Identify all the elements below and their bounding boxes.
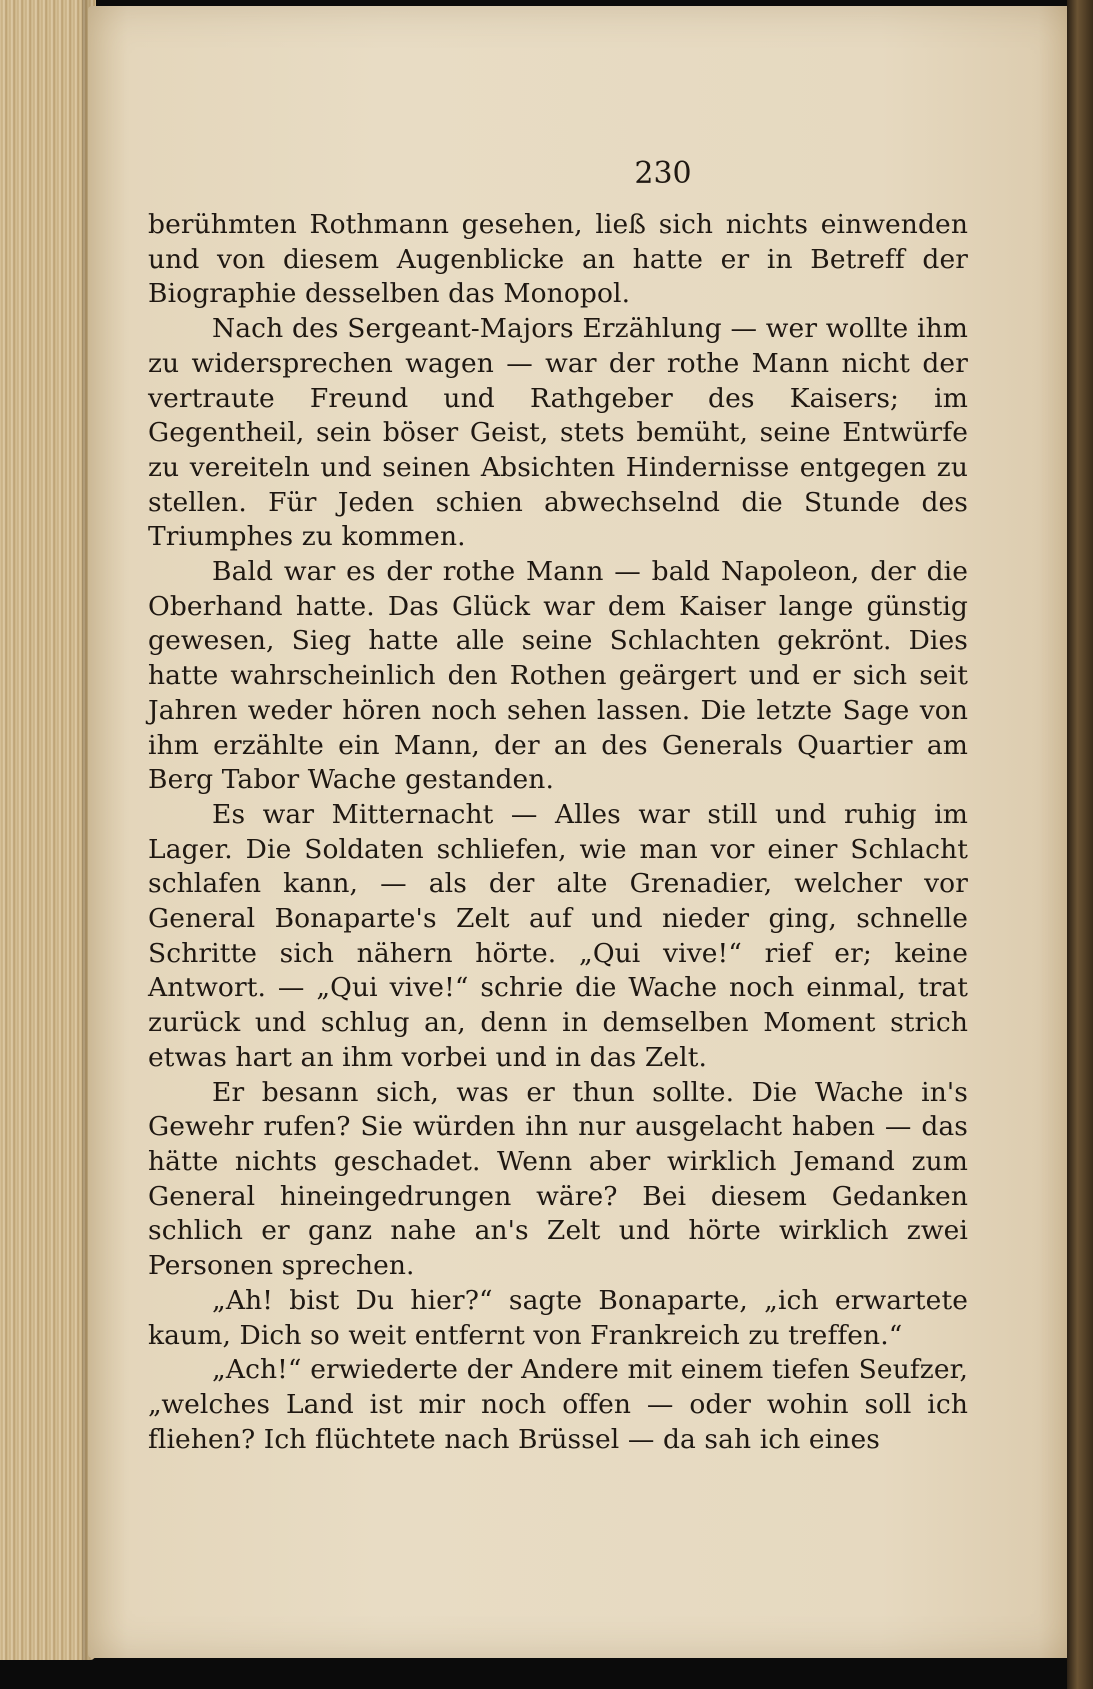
- paragraph: Nach des Sergeant-Majors Erzählung — wer wollte ihm zu widersprechen wagen — war der rothe Mann nicht der vertraute Freund und Rathgeber des Kaisers; im Gegentheil, sein böser Geist, stets bemüht, seine Entwürfe zu vereiteln und seinen Absichten Hindernisse entgegen zu stellen. Für Jeden schien abwechselnd die Stunde des Triumphes zu kommen.: [148, 313, 968, 553]
- book-page-edges: [0, 0, 96, 1660]
- paragraph: Bald war es der rothe Mann — bald Napoleon, der die Oberhand hatte. Das Glück war dem Kaiser lange günstig gewesen, Sieg hatte alle seine Schlachten gekrönt. Dies hatte wahrscheinlich den Rothen geärgert und er sich seit Jahren weder hören noch sehen lassen. Die letzte Sage von ihm erzählte ein Mann, der an des Generals Quartier am Berg Tabor Wache gestanden.: [148, 556, 968, 796]
- paragraph: Es war Mitternacht — Alles war still und ruhig im Lager. Die Soldaten schliefen, wie man vor einer Schlacht schlafen kann, — als der alte Grenadier, welcher vor General Bonaparte's Zelt auf und nieder ging, schnelle Schritte sich nähern hörte. „Qui vive!“ rief er; keine Antwort. — „Qui vive!“ schrie die Wache noch einmal, trat zurück und schlug an, denn in demselben Moment strich etwas hart an ihm vorbei und in das Zelt.: [148, 798, 968, 1073]
- paragraph: Er besann sich, was er thun sollte. Die Wache in's Gewehr rufen? Sie würden ihn nur ausgelacht haben — das hätte nichts geschadet. Wenn aber wirklich Jemand zum General hineingedrungen wäre? Bei diesem Gedanken schlich er ganz nahe an's Zelt und hörte wirklich zwei Personen sprechen.: [148, 1076, 968, 1282]
- book-spine-shadow: [1067, 0, 1093, 1689]
- page-number: 230: [634, 156, 692, 191]
- page-body-text: [148, 208, 968, 1457]
- paragraph: „Ach!“ erwiederte der Andere mit einem tiefen Seufzer, „welches Land ist mir noch offen — oder wohin soll ich fliehen? Ich flüchtete nach Brüssel — da sah ich eines: [148, 1354, 968, 1455]
- paragraph: berühmten Rothmann gesehen, ließ sich nichts einwenden und von diesem Augenblicke an hatte er in Betreff der Biographie desselben das Monopol.: [148, 209, 968, 310]
- paragraph: „Ah! bist Du hier?“ sagte Bonaparte, „ich erwartete kaum, Dich so weit entfernt von Frankreich zu treffen.“: [148, 1284, 968, 1351]
